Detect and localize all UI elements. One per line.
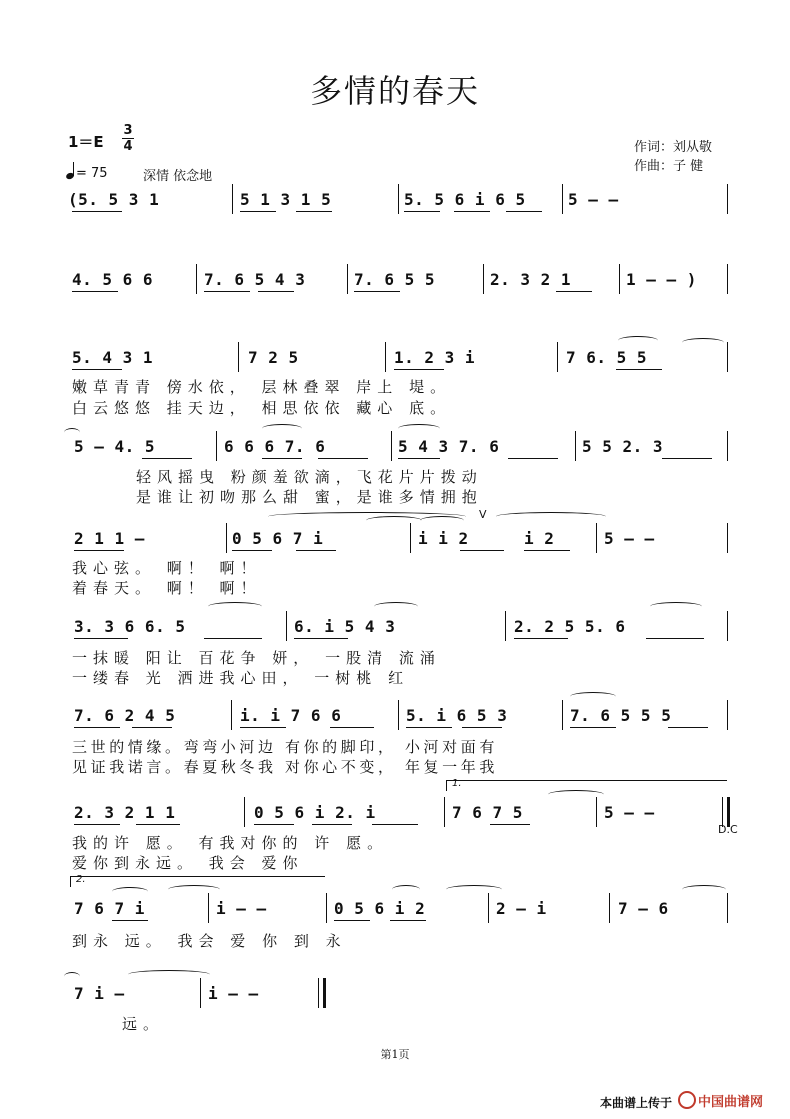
measure: 7. 6 5 5 <box>354 270 436 289</box>
measure: 0 5 6 i 2 <box>334 899 426 918</box>
score-title: 多情的春天 <box>309 72 480 110</box>
measure: 6. i 5 4 3 <box>294 617 396 636</box>
tempo-value: = 75 <box>76 166 108 181</box>
measure: 1. 2 3 i <box>394 348 476 367</box>
measure: i i 2 <box>418 529 469 548</box>
measure: 7. 6 5 5 5 <box>570 706 672 725</box>
measure: 2 – i <box>496 899 547 918</box>
page-number: 第1页 <box>380 1048 410 1061</box>
quarter-note-icon <box>66 163 76 179</box>
measure: 5 – – <box>604 803 655 822</box>
measure: 7. 6 5 4 3 <box>204 270 306 289</box>
measure: 7 2 5 <box>248 348 299 367</box>
measure: 1 – – ) <box>626 270 697 289</box>
measure: 6 6 6 7. 6 <box>224 437 326 456</box>
breath-mark: V <box>479 508 487 521</box>
measure: 5 4 3 7. 6 <box>398 437 500 456</box>
measure: 7 6. 5 5 <box>566 348 648 367</box>
meter-bottom: 4 <box>123 139 133 154</box>
measure: 5. 5 6 i 6 5 <box>404 190 526 209</box>
measure: 7 6 7 5 <box>452 803 523 822</box>
lyric-text: 一缕春 光 洒进我心田， 一树桃 红 <box>72 669 410 687</box>
site-logo[interactable] <box>678 1091 763 1110</box>
measure: (5. 5 3 1 <box>68 190 160 209</box>
lyric-text: 见证我诺言。春夏秋冬我 对你心不变， 年复一年我 <box>72 758 498 776</box>
measure: 2. 3 2 1 1 <box>74 803 176 822</box>
measure: 0 5 6 7 i <box>232 529 324 548</box>
measure: 7 i – <box>74 984 125 1003</box>
measure: 5. i 6 5 3 <box>406 706 508 725</box>
upload-note: 本曲谱上传于 <box>600 1096 673 1110</box>
measure: i 2 <box>524 529 555 548</box>
measure: i – – <box>216 899 267 918</box>
lyric-text: 是谁让初吻那么甜 蜜，是谁多情拥抱 <box>136 488 483 506</box>
measure: 5 – – <box>568 190 619 209</box>
lyric-text: 远。 <box>122 1015 165 1033</box>
measure: 5 – – <box>604 529 655 548</box>
measure: 2 1 1 – <box>74 529 145 548</box>
lyric-text: 白云悠悠 挂天边， 相思依依 藏心 底。 <box>72 399 452 417</box>
expression-marking: 深情 依念地 <box>143 169 213 184</box>
measure: 7. 6 2 4 5 <box>74 706 176 725</box>
lyric-text: 嫩草青青 傍水依， 层林叠翠 岸上 堤。 <box>72 378 452 396</box>
lyric-text: 三世的情缘。弯弯小河边 有你的脚印， 小河对面有 <box>72 738 498 756</box>
lyric-text: 我的许 愿。 有我对你的 许 愿。 <box>72 834 389 852</box>
key-signature: 1＝E <box>68 133 104 151</box>
measure: 3. 3 6 6. 5 <box>74 617 186 636</box>
measure: i – – <box>208 984 259 1003</box>
site-name: 中国曲谱网 <box>698 1095 764 1110</box>
measure: 0 5 6 i 2. i <box>254 803 376 822</box>
measure: 5 – 4. 5 <box>74 437 156 456</box>
lyric-text: 爱你到永远。 我会 爱你 <box>72 854 304 872</box>
dc-marking: D.C <box>718 823 738 836</box>
measure: 5 5 2. 3 <box>582 437 664 456</box>
lyric-text: 一抹暖 阳让 百花争 妍， 一股清 流涌 <box>72 649 441 667</box>
measure: 5. 4 3 1 <box>72 348 154 367</box>
measure: 5 1 3 1 5 <box>240 190 332 209</box>
volta-1-label: 1. <box>452 778 462 789</box>
tempo-marking <box>66 163 108 181</box>
volta-2-label: 2. <box>76 874 86 885</box>
lyric-text: 着春天。 啊！ 啊！ <box>72 579 262 597</box>
measure: 7 6 7 i <box>74 899 145 918</box>
time-signature <box>122 124 134 153</box>
composer-credit: 作曲：子 健 <box>634 159 704 174</box>
lyric-text: 到永 远。 我会 爱 你 到 永 <box>72 932 347 950</box>
measure: 2. 3 2 1 <box>490 270 572 289</box>
measure: i. i 7 6 6 <box>240 706 342 725</box>
lyric-text: 我心弦。 啊！ 啊！ <box>72 559 262 577</box>
measure: 4. 5 6 6 <box>72 270 154 289</box>
lyric-text: 轻风摇曳 粉颜羞欲滴，飞花片片拨动 <box>136 468 483 486</box>
site-logo-icon <box>678 1091 696 1109</box>
measure: 7 – 6 <box>618 899 669 918</box>
meter-top: 3 <box>123 123 133 138</box>
lyricist-credit: 作词：刘从敬 <box>634 140 713 155</box>
measure: 2. 2 5 5. 6 <box>514 617 626 636</box>
